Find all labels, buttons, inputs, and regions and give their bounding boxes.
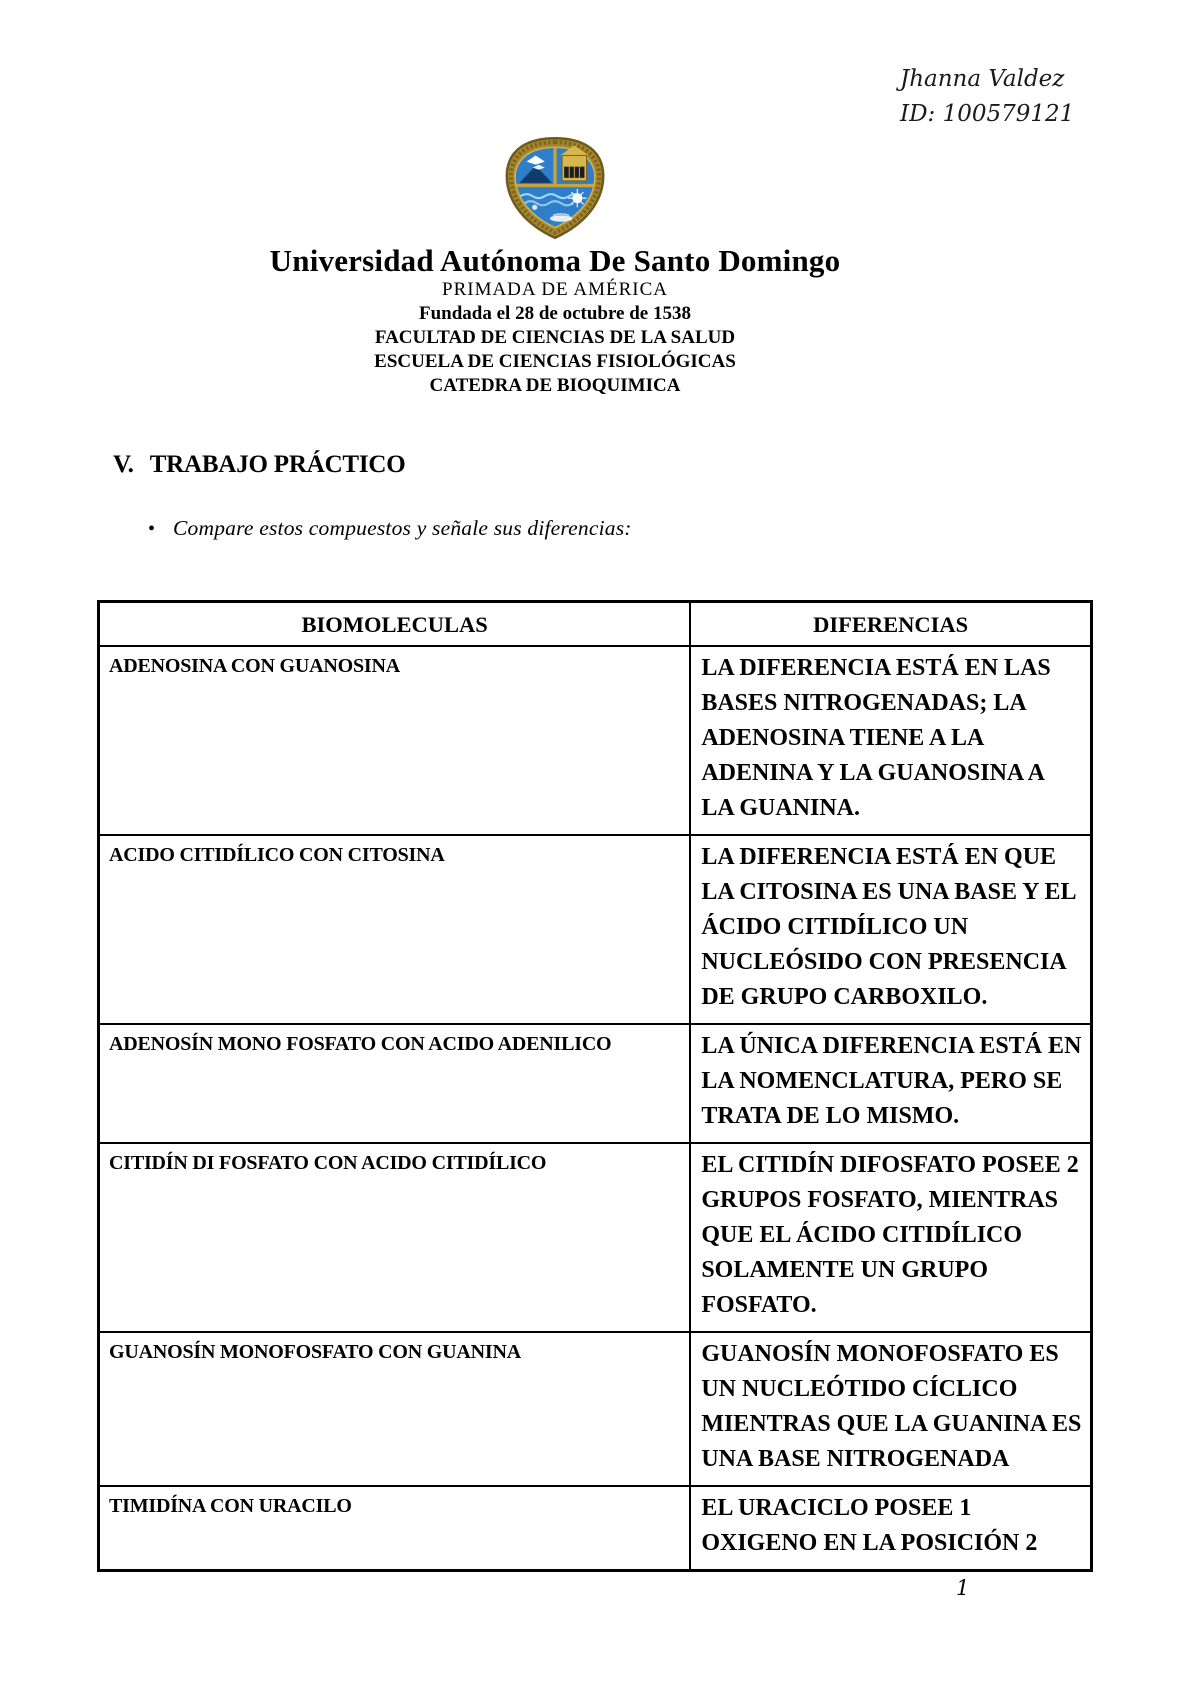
instruction-bullet (148, 516, 632, 541)
table-row (99, 1143, 1092, 1332)
table-row (99, 1332, 1092, 1486)
diferencia-cell: EL URACICLO POSEE 1 OXIGENO EN LA POSICIÓN 2 (690, 1486, 1091, 1571)
diferencia-cell: LA DIFERENCIA ESTÁ EN LAS BASES NITROGENADAS; LA ADENOSINA TIENE A LA ADENINA Y LA GUANOSINA A LA GUANINA. (690, 646, 1091, 835)
section-title-text: TRABAJO PRÁCTICO (149, 451, 406, 478)
founded-line: Fundada el 28 de octubre de 1538 (418, 303, 691, 324)
table-header-row (99, 602, 1092, 647)
diferencia-cell: EL CITIDÍN DIFOSFATO POSEE 2 GRUPOS FOSFATO, MIENTRAS QUE EL ÁCIDO CITIDÍLICO SOLAMENTE UN GRUPO FOSFATO. (690, 1143, 1091, 1332)
table-row (99, 646, 1092, 835)
diferencia-cell: GUANOSÍN MONOFOSFATO ES UN NUCLEÓTIDO CÍCLICO MIENTRAS QUE LA GUANINA ES UNA BASE NITROGENADA (690, 1332, 1091, 1486)
table-row (99, 1486, 1092, 1571)
institution-header (95, 244, 1015, 398)
diferencia-cell: LA DIFERENCIA ESTÁ EN QUE LA CITOSINA ES UNA BASE Y EL ÁCIDO CITIDÍLICO UN NUCLEÓSIDO CON PRESENCIA DE GRUPO CARBOXILO. (690, 835, 1091, 1024)
biomolecula-cell: ADENOSÍN MONO FOSFATO CON ACIDO ADENILICO (99, 1024, 691, 1143)
page-number: 1 (956, 1576, 970, 1600)
student-name: Jhanna Valdez (900, 66, 1065, 92)
column-header-diferencias: DIFERENCIAS (690, 602, 1091, 647)
university-motto: PRIMADA DE AMÉRICA (442, 279, 668, 300)
diferencia-cell: LA ÚNICA DIFERENCIA ESTÁ EN LA NOMENCLATURA, PERO SE TRATA DE LO MISMO. (690, 1024, 1091, 1143)
university-seal-icon (492, 136, 618, 240)
university-title: Universidad Autónoma De Santo Domingo (269, 243, 841, 278)
faculty-line: FACULTAD DE CIENCIAS DE LA SALUD (374, 327, 736, 348)
school-line: ESCUELA DE CIENCIAS FISIOLÓGICAS (374, 351, 736, 372)
column-header-biomoleculas: BIOMOLECULAS (99, 602, 691, 647)
section-heading (113, 451, 406, 479)
biomolecula-cell: CITIDÍN DI FOSFATO CON ACIDO CITIDÍLICO (99, 1143, 691, 1332)
biomolecula-cell: GUANOSÍN MONOFOSFATO CON GUANINA (99, 1332, 691, 1486)
student-id: ID: 100579121 (900, 101, 1075, 127)
instruction-text: Compare estos compuestos y señale sus diferencias: (173, 516, 632, 540)
table-row (99, 835, 1092, 1024)
student-block (900, 62, 1074, 132)
section-numeral: V. (113, 451, 134, 478)
comparison-table (97, 600, 1093, 1572)
bullet-icon: • (148, 518, 156, 540)
table-row (99, 1024, 1092, 1143)
biomolecula-cell: TIMIDÍNA CON URACILO (99, 1486, 691, 1571)
biomolecula-cell: ACIDO CITIDÍLICO CON CITOSINA (99, 835, 691, 1024)
biomolecula-cell: ADENOSINA CON GUANOSINA (99, 646, 691, 835)
chair-line: CATEDRA DE BIOQUIMICA (429, 375, 681, 396)
